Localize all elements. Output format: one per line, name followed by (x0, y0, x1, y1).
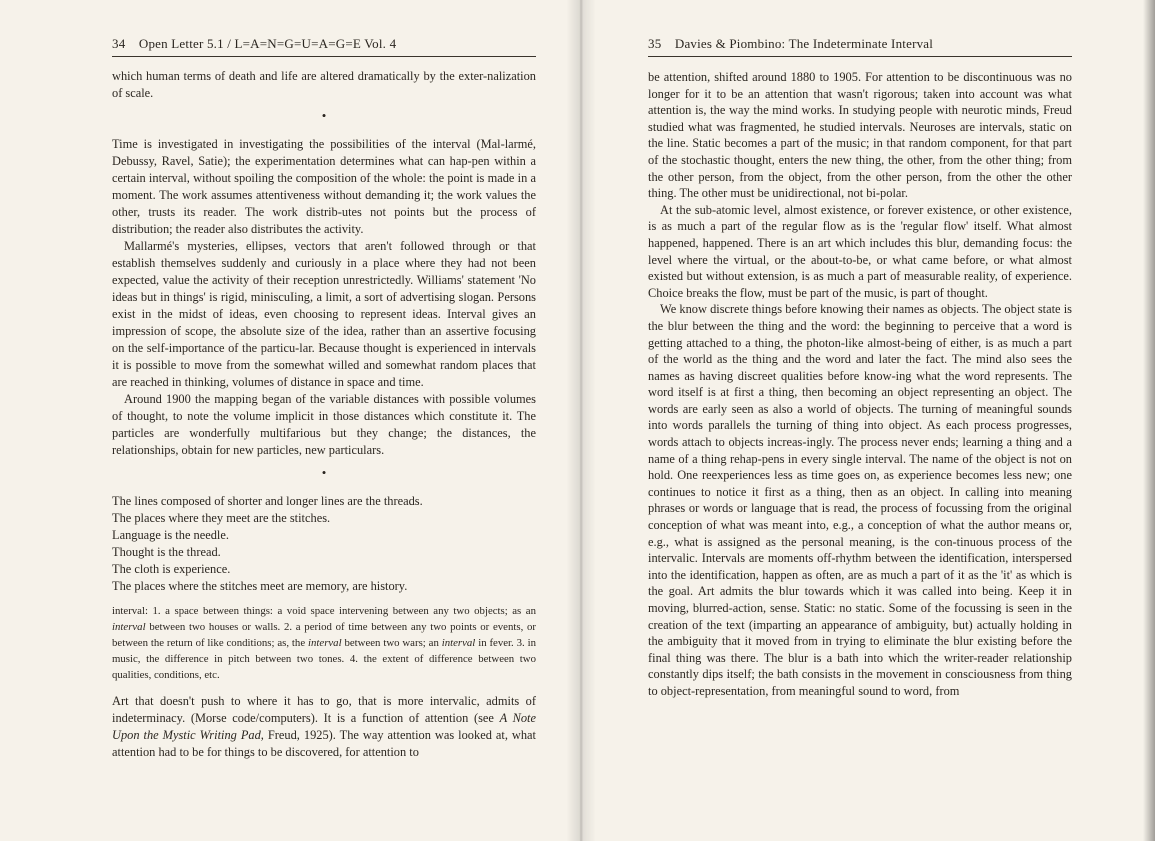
closing-text: Freud, 1925). The way attention was looked at, what attention had to be for things to be discovered, for attention to (112, 728, 536, 759)
closing-italic-title: A Note Upon the Mystic Writing Pad, (112, 711, 536, 742)
left-body-text (112, 68, 536, 761)
left-running-head (112, 36, 396, 52)
right-page (580, 0, 1155, 841)
definition-italic: interval (112, 621, 146, 633)
verse-block (112, 493, 536, 595)
left-running-title: Open Letter 5.1 / L=A=N=G=U=A=G=E Vol. 4 (138, 36, 397, 51)
definition-text: in fever. 3. in music, the difference in pitch between two tones. 4. the extent of difference between two qualities, conditions, etc. (112, 637, 536, 681)
right-paragraph-1: be attention, shifted around 1880 to 1905. For attention to be discontinuous was no longer for it to be an attention that wasn't rigorous; taken into account was what attention is, the way the mind works. In studying people with neurotic minds, Freud studied what was fragmented, he studied intervals. Neuroses are intervals, static on the line. Static becomes a part of the music; in that random component, for that part of the stochastic thought, enters the new thing, the other, from the other thing; from the other person, from the object, from the other person, from the other the other thing. The other must be unidirectional, not bi-polar. (648, 70, 1072, 201)
verse-line: The lines composed of shorter and longer lines are the threads. (112, 494, 423, 508)
right-body-text (648, 69, 1072, 700)
definition-text: interval: 1. a space between things: a void space intervening between any two objects; as an (112, 605, 536, 617)
left-paragraph-3: Around 1900 the mapping began of the variable distances with possible volumes of thought, to note the volume implicit in those distances which constitute it. The particles are wonderfully multifarious but they change; the distances, the relationships, obtain for new particles, new particulars. (112, 392, 536, 457)
closing-text: Art that doesn't push to where it has to go, that is more intervalic, admits of indeterminacy. (Morse code/computers). It is a function of attention (see (112, 694, 536, 725)
section-separator-2: • (321, 465, 327, 480)
verse-line: The places where they meet are the stitches. (112, 511, 331, 525)
right-paragraph-3: We know discrete things before knowing their names as objects. The object state is the blur between the thing and the word: the beginning to perceive that a word is getting attached to a thing, the photon-like almost-being of either, is as much a part of the world as the thing and the word and later the fact. The mind also sees the names as having discreet qualities before know-ing what the word represents. The word itself is at first a thing, then becoming an object representing an object. The words are early seen as also a world of objects. The turning of meaningful sounds into words parallels the turning of thing into object. As each process progresses, words attach to objects increas-ingly. The process never ends; learning a thing and a name of a thing rehap-pens in every single interval. The name of the object is not on hold. One reexperiences less as time goes on, as experience becomes less new; one continues to notice it first as a thing, then as an object. In calling into meaning phrases or words or language that is read, the process of focussing from the original conception of what was meant into, e.g., a conception of what the author means or, e.g., what is assigned as the personal meaning, is the con-tinuous process of the intervalic. Intervals are moments off-rhythm between the identification, interspersed into the identification, happen as often, are as much a part of it as the 'it' as which is the goal. Art admits the blur towards which it was called into being. Keep it in moving, blurred-action, sense. Static: no static. Some of the focussing is seen in the creation of the text (imparting an appearance of ambiguity, but) actually holding in the ambiguity that it moved from in trying to eliminate the blur existing before the final thing was there. The blur is a bath into which the writer-reader relationship constantly dips itself; the bath consists in the movement in consciousness from thing to object-representation, from meaningful sound to word, from (648, 302, 1072, 698)
left-closing-paragraph (112, 693, 536, 761)
left-paragraph-1: Time is investigated in investigating the possibilities of the interval (Mal-larmé, Debussy, Ravel, Satie); the experimentation determines what can hap-pen within a certain interval, without spoiling the composition of the whole: the point is made in a moment. The work assumes attentiveness without demanding it; the work values the other, trusts its reader. The work distrib-utes not points but the process of distribution; the reader also distributes the activity. (112, 137, 536, 236)
definition-text: between two houses or walls. 2. a period of time between any two points or events, or between the return of like conditions; as, the (112, 621, 536, 649)
section-separator: • (321, 108, 327, 123)
verse-line: Language is the needle. (112, 528, 229, 542)
definition-text: between two wars; an (341, 637, 442, 649)
definition-italic: interval (441, 637, 476, 649)
right-running-title: Davies & Piombino: The Indeterminate Interval (674, 36, 934, 51)
verse-line: The cloth is experience. (112, 562, 231, 576)
left-opening-line: which human terms of death and life are altered dramatically by the exter-nalization of scale. (112, 69, 536, 100)
page-edge-shadow (1143, 0, 1155, 841)
left-paragraph-2: Mallarmé's mysteries, ellipses, vectors that aren't followed through or that establish themselves suddenly and curiously in a place where they had not been expected, value the activity of their reception unrestrictedly. Williams' statement 'No ideas but in things' is rigid, miniscuIing, a limit, a sort of advertising slogan. Persons exist in the midst of ideas, even choosing to represent ideas. Interval gives an impression of scope, the absolute size of the idea, rather than an assertive focusing on the self-importance of the particu-lar. Because thought is experienced in intervals it is possible to move from the somewhat willed and somewhat random places that are reached in thinking, volumes of distance in space and time. (112, 239, 536, 389)
interval-definition (112, 603, 536, 683)
right-page-number: 35 (648, 36, 662, 51)
right-paragraph-2: At the sub-atomic level, almost existence, or forever existence, or other existence, is as much a part of the regular flow as is the 'regular flow' itself. What almost happened, happened. There is an art which includes this blur, demanding focus: the level where the virtual, or the about-to-be, or what came before, or what almost existed but without extension, is as much a part of measurable reality, of experience. Choice breaks the flow, must be part of the music, is part of thought. (648, 202, 1072, 300)
left-page-number: 34 (112, 36, 126, 51)
right-running-head (648, 36, 933, 52)
definition-italic: interval (308, 637, 342, 649)
left-header-rule (112, 56, 536, 57)
verse-line: Thought is the thread. (112, 545, 221, 559)
right-header-rule (648, 56, 1072, 57)
verse-line: The places where the stitches meet are memory, are history. (112, 579, 408, 593)
